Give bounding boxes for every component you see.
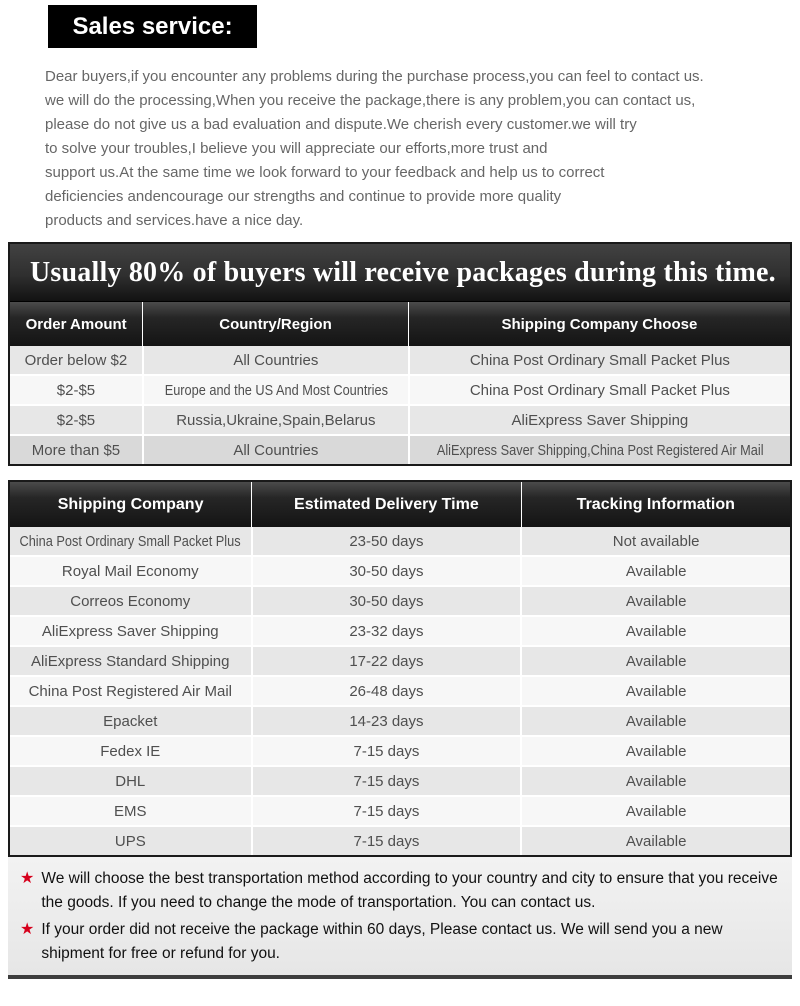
intro-line: support us.At the same time we look forward to your feedback and help us to correct: [45, 164, 605, 181]
table-row: [10, 615, 790, 645]
column-header-country-region: Country/Region: [142, 302, 408, 346]
table-cell: Available: [520, 587, 790, 615]
intro-line: Dear buyers,if you encounter any problems during the purchase process,you can feel to contact us.: [45, 68, 704, 85]
table-header-row: [10, 482, 790, 527]
table-cell: Not available: [520, 527, 790, 555]
table-cell: China Post Ordinary Small Packet Plus: [408, 346, 790, 374]
table-row: [10, 404, 790, 434]
sales-service-badge: Sales service:: [48, 5, 257, 48]
star-icon: ★: [20, 870, 35, 887]
intro-line: we will do the processing,When you receive the package,there is any problem,you can contact us,: [45, 92, 696, 109]
star-icon: ★: [20, 921, 35, 938]
table-cell: Available: [520, 677, 790, 705]
table-cell: 7-15 days: [251, 737, 521, 765]
table-cell: All Countries: [142, 436, 408, 464]
table-cell: Available: [520, 557, 790, 585]
table-cell: 7-15 days: [251, 797, 521, 825]
table-row: [10, 374, 790, 404]
table-row: [10, 527, 790, 555]
table-row: [10, 795, 790, 825]
table-cell: Fedex IE: [10, 737, 251, 765]
table-cell: Available: [520, 707, 790, 735]
table-cell: Royal Mail Economy: [10, 557, 251, 585]
column-header-tracking-information: Tracking Information: [521, 482, 790, 527]
table-cell: China Post Ordinary Small Packet Plus: [408, 376, 790, 404]
table-cell: Correos Economy: [10, 587, 251, 615]
table-row: [10, 675, 790, 705]
table-cell: 17-22 days: [251, 647, 521, 675]
table-row: [10, 735, 790, 765]
table-row: [10, 825, 790, 855]
table-header-row: [10, 302, 790, 346]
column-header-shipping-company-choose: Shipping Company Choose: [408, 302, 790, 346]
table-cell: 7-15 days: [251, 767, 521, 795]
table-cell: Available: [520, 617, 790, 645]
banner-title: Usually 80% of buyers will receive packages during this time.: [10, 244, 790, 302]
table-cell: DHL: [10, 767, 251, 795]
note-item: [16, 918, 780, 966]
shipping-time-table: [8, 242, 792, 466]
intro-line: deficiencies andencourage our strengths and continue to provide more quality: [45, 188, 562, 205]
table-row: [10, 346, 790, 374]
table-cell: Available: [520, 797, 790, 825]
table-cell: Europe and the US And Most Countries: [142, 376, 408, 404]
note-text: We will choose the best transportation method according to your country and city to ensure that you receive the goods. If you need to change the mode of transportation. You can contact us.: [41, 870, 778, 911]
column-header-order-amount: Order Amount: [25, 315, 127, 333]
table-cell: 23-32 days: [251, 617, 521, 645]
table-cell: Order below $2: [10, 346, 142, 374]
table-cell: 30-50 days: [251, 587, 521, 615]
table-cell: EMS: [10, 797, 251, 825]
delivery-table: [8, 480, 792, 857]
table-cell: AliExpress Saver Shipping: [408, 406, 790, 434]
table-cell: 26-48 days: [251, 677, 521, 705]
intro-paragraph: [0, 65, 800, 233]
table-cell: AliExpress Standard Shipping: [10, 647, 251, 675]
table-cell: China Post Ordinary Small Packet Plus: [10, 527, 251, 555]
intro-line: products and services.have a nice day.: [45, 212, 304, 229]
table-row: [10, 765, 790, 795]
table-cell: All Countries: [142, 346, 408, 374]
table-cell: $2-$5: [10, 376, 142, 404]
intro-line: please do not give us a bad evaluation and dispute.We cherish every customer.we will try: [45, 116, 637, 133]
table-cell: China Post Registered Air Mail: [10, 677, 251, 705]
table-cell: Available: [520, 647, 790, 675]
table-row: [10, 585, 790, 615]
table-cell: 7-15 days: [251, 827, 521, 855]
table-cell: 14-23 days: [251, 707, 521, 735]
table-cell: 23-50 days: [251, 527, 521, 555]
intro-line: to solve your troubles,I believe you will appreciate our efforts,more trust and: [45, 140, 548, 157]
note-text: If your order did not receive the package within 60 days, Please contact us. We will send you a new shipment for free or refund for you.: [41, 921, 723, 962]
notes-section: [8, 857, 792, 979]
table-row: [10, 555, 790, 585]
table-cell: AliExpress Saver Shipping,China Post Registered Air Mail: [408, 436, 790, 464]
column-header-shipping-company: Shipping Company: [57, 495, 204, 513]
table-cell: $2-$5: [10, 406, 142, 434]
table-row: [10, 705, 790, 735]
table-cell: 30-50 days: [251, 557, 521, 585]
table-cell: More than $5: [10, 436, 142, 464]
column-header-estimated-delivery-time: Estimated Delivery Time: [251, 482, 520, 527]
table-cell: Epacket: [10, 707, 251, 735]
note-item: [16, 867, 780, 915]
table-cell: Available: [520, 737, 790, 765]
table-cell: UPS: [10, 827, 251, 855]
table-cell: Available: [520, 767, 790, 795]
table-cell: Available: [520, 827, 790, 855]
table-row: [10, 434, 790, 464]
table-cell: Russia,Ukraine,Spain,Belarus: [142, 406, 408, 434]
table-cell: AliExpress Saver Shipping: [10, 617, 251, 645]
table-row: [10, 645, 790, 675]
